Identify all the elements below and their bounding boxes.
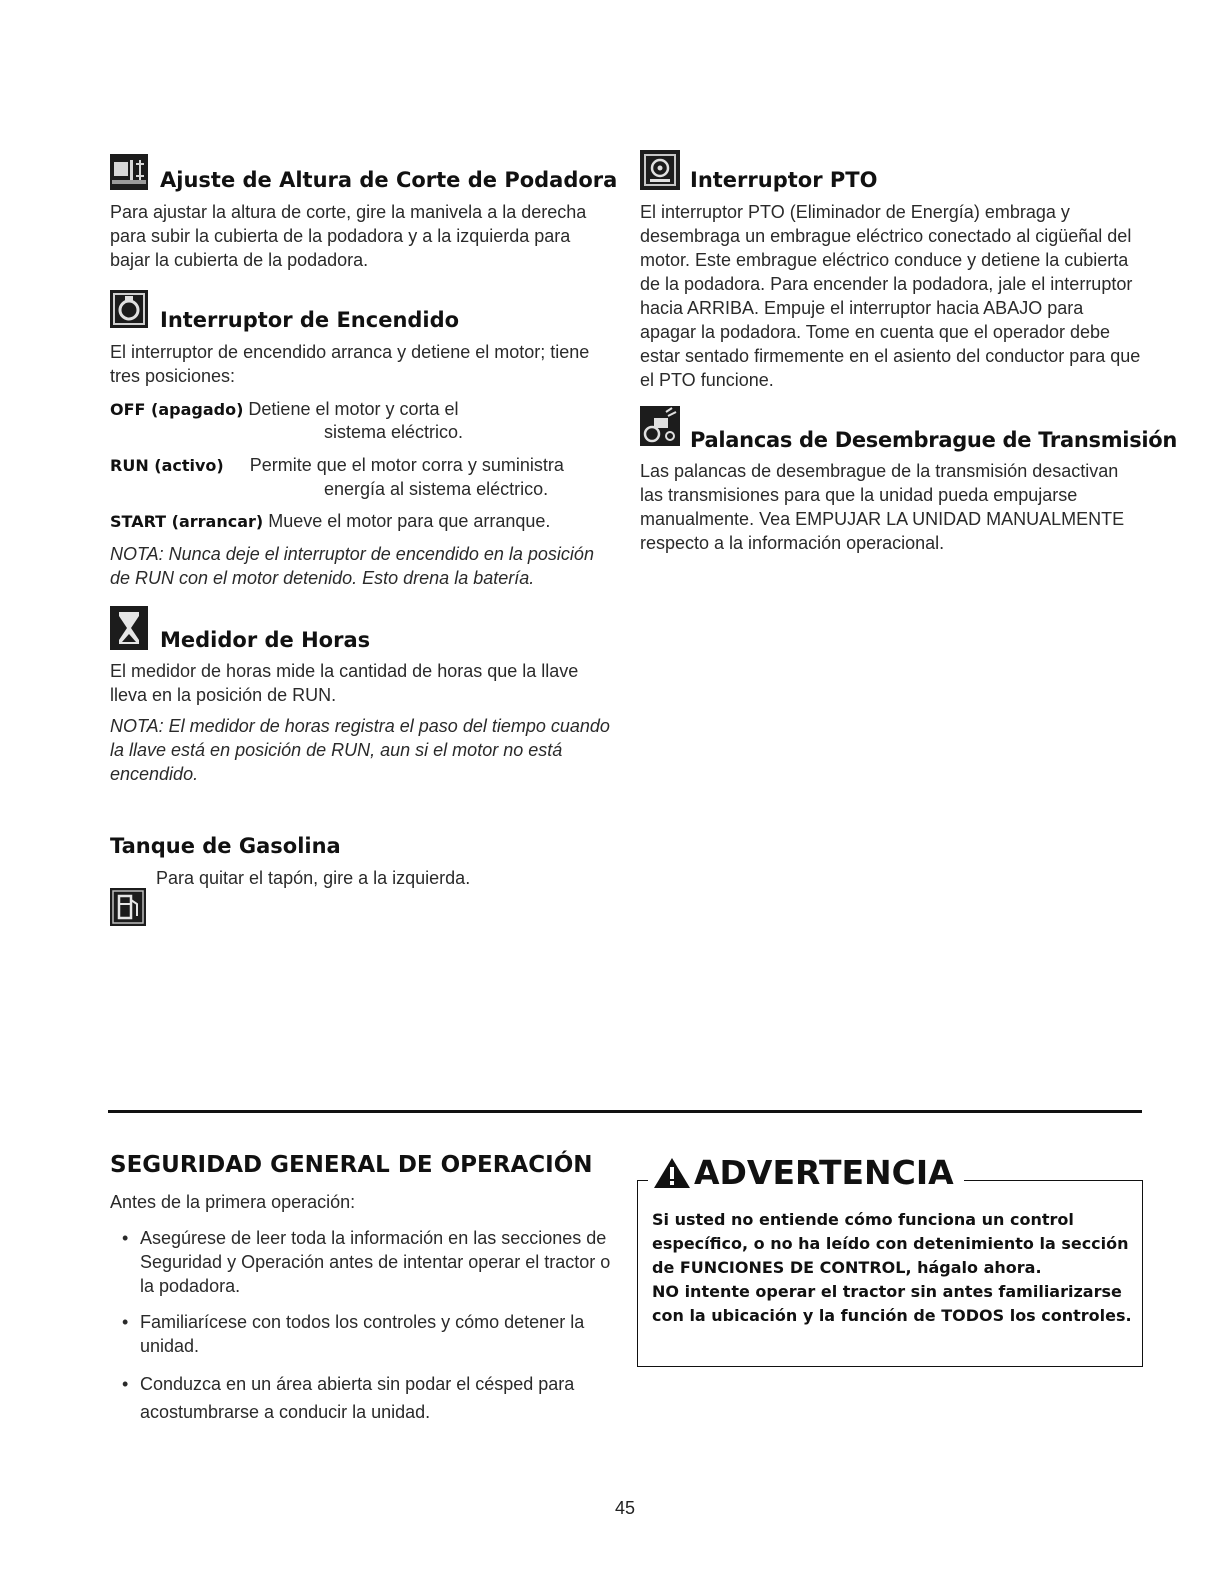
transmission-title: Palancas de Desembrague de Transmisión xyxy=(690,428,1178,452)
position-start xyxy=(110,509,550,534)
page-number: 45 xyxy=(614,1498,636,1518)
warning-title-text: ADVERTENCIA xyxy=(694,1153,954,1192)
ignition-body: El interruptor de encendido arranca y detiene el motor; tiene tres posiciones: xyxy=(110,342,590,386)
warning-text-1: Si usted no entiende cómo funciona un control específico, o no ha leído con detenimiento la sección de FUNCIONES DE CONTROL, hágalo ahora. xyxy=(652,1210,1129,1277)
hour-meter-title: Medidor de Horas xyxy=(160,628,371,652)
section-divider xyxy=(108,1110,1142,1113)
safety-bullet: • Conduzca en un área abierta sin podar el césped para acostumbrarse a conducir la unidad. xyxy=(112,1370,628,1426)
fuel-pump-icon xyxy=(110,888,146,926)
warning-title xyxy=(648,1153,964,1192)
position-run-desc-cont: energía al sistema eléctrico. xyxy=(324,479,549,499)
position-run xyxy=(110,453,564,478)
fuel-tank-body: Para quitar el tapón, gire a la izquierda. xyxy=(156,868,471,888)
cut-height-title: Ajuste de Altura de Corte de Podadora xyxy=(160,168,618,192)
safety-bullet: • Familiarícese con todos los controles y cómo detener la unidad. xyxy=(112,1310,628,1358)
safety-bullet: • Asegúrese de leer toda la información en las secciones de Seguridad y Operación antes de intentar operar el tractor o la podadora. xyxy=(112,1226,628,1298)
cut-height-body: Para ajustar la altura de corte, gire la manivela a la derecha para subir la cubierta de la podadora y a la izquierda para bajar la cubierta de la podadora. xyxy=(110,202,587,270)
warning-triangle-icon xyxy=(652,1156,692,1190)
position-off-term: OFF (apagado) xyxy=(110,400,244,419)
position-start-term: START (arrancar) xyxy=(110,512,264,531)
position-off-desc: Detiene el motor y corta el xyxy=(248,399,459,419)
position-run-desc: Permite que el motor corra y suministra xyxy=(249,455,564,475)
safety-intro: Antes de la primera operación: xyxy=(110,1192,356,1212)
safety-title: SEGURIDAD GENERAL DE OPERACIÓN xyxy=(110,1152,593,1178)
pto-icon xyxy=(640,150,680,190)
position-off xyxy=(110,397,459,422)
position-start-desc: Mueve el motor para que arranque. xyxy=(268,511,551,531)
warning-text-2: NO intente operar el tractor sin antes familiarizarse con la ubicación y la función de TODOS los controles. xyxy=(652,1282,1132,1325)
position-run-term: RUN (activo) xyxy=(110,456,224,475)
ignition-note: NOTA: Nunca deje el interruptor de encendido en la posición de RUN con el motor detenido. Esto drena la batería. xyxy=(110,544,594,588)
pto-title: Interruptor PTO xyxy=(690,168,878,192)
safety-list xyxy=(112,1226,628,1438)
engine-icon xyxy=(110,290,148,328)
deck-height-icon xyxy=(110,154,148,190)
hour-meter-note: NOTA: El medidor de horas registra el paso del tiempo cuando la llave está en posición de RUN, aun si el motor no está encendido. xyxy=(110,716,610,784)
pto-body: El interruptor PTO (Eliminador de Energía) embraga y desembraga un embrague eléctrico conectado al cigüeñal del motor. Este embrague eléctrico conduce y detiene la cubierta de la podadora. Para encender la podadora, jale el interruptor hacia ARRIBA. Empuje el interruptor hacia ABAJO para apagar la podadora. Tome en cuenta que el operador debe estar sentado firmemente en el asiento del conductor para que el PTO funcione. xyxy=(640,202,1141,390)
ignition-title: Interruptor de Encendido xyxy=(160,308,460,332)
transmission-body: Las palancas de desembrague de la transmisión desactivan las transmisiones para que la unidad pueda empujarse manualmente. Vea EMPUJAR LA UNIDAD MANUALMENTE respecto a la información operacional. xyxy=(640,461,1125,553)
hour-meter-body: El medidor de horas mide la cantidad de horas que la llave lleva en la posición de RUN. xyxy=(110,661,579,705)
hourglass-icon xyxy=(110,606,148,650)
fuel-tank-title: Tanque de Gasolina xyxy=(110,834,341,858)
tractor-icon xyxy=(640,406,680,446)
position-off-desc-cont: sistema eléctrico. xyxy=(324,422,464,442)
warning-text xyxy=(652,1208,1132,1328)
